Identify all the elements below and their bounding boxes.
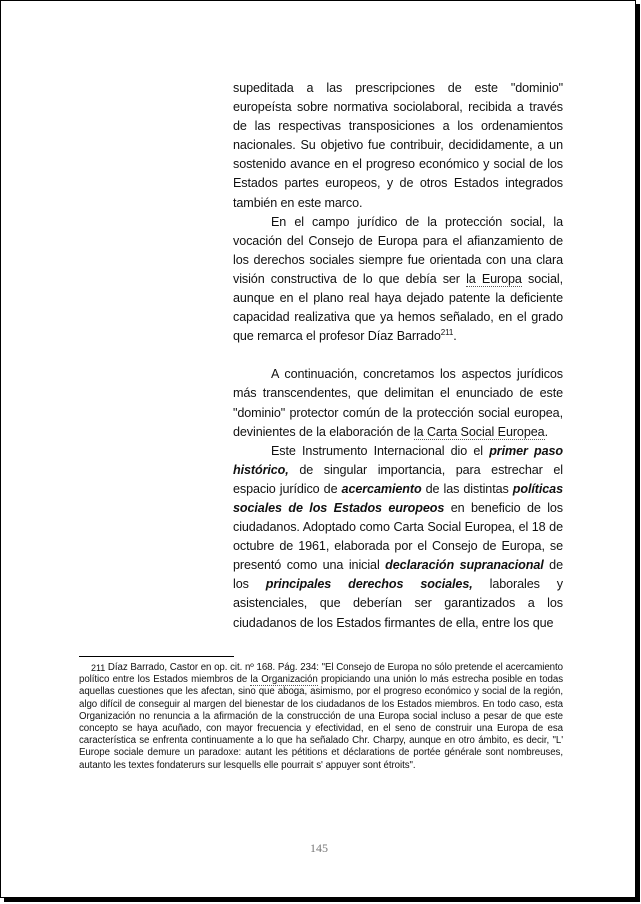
paragraph-gap	[233, 346, 563, 365]
footnote	[79, 662, 563, 772]
emphasis-primer-paso: primer paso histórico,	[233, 443, 563, 477]
paragraph-4-text-3: de las distintas	[421, 481, 513, 496]
paragraph-4-text-4: en beneficio de los ciudadanos. Adoptado como Carta Social Europea, el 18 de octubre de 1961, elaborada por el Consejo de Europa, se presentó como una inicial	[233, 500, 563, 573]
link-la-organizacion[interactable]: la Organización	[250, 674, 318, 686]
paragraph-1: supeditada a las prescripciones de este "dominio" europeísta sobre normativa sociolaboral, recibida a través de las respectivas transposiciones a los ordenamientos nacionales. Su objetivo fue contribuir, decididamente, a un sostenido avance en el progreso económico y social de los Estados partes europeos, y de otros Estados integrados también en este marco.	[233, 81, 563, 210]
footnote-reference[interactable]: 211	[440, 328, 454, 338]
footnote-text-b: propiciando una unión lo más estrecha posible en todas aquellas cuestiones que les afectan, sino que aboga, asimismo, por el progreso económico y social de la región, algo difícil de conseguir al margen del bienestar de los ciudadanos de los Estados miembros. En todo caso, esta Organización no renuncia a la afirmación de la construcción de una Europa social incluso a pesar de que este concepto se haya acuñado, con mayor frecuencia y efectividad, en el seno de construir una Europa de esa característica se enfrenta continuamente a lo que ha señalado Chr. Charpy, aunque en otro ámbito, es decir, "L' Europe sociale demure un paradoxe: autant les pétitions et déclarations de portée générale sont nombreuses, autanto les textes fondaterurs sur lesquells elle pourrait s' appuyer sont étroits".	[79, 674, 563, 771]
link-carta-social-europea[interactable]: la Carta Social Europea	[413, 424, 545, 439]
paragraph-4-text-2: de singular importancia, para estrechar el espacio jurídico de	[233, 462, 563, 496]
paragraph-4-text-1: Este Instrumento Internacional dio el	[271, 443, 490, 458]
paragraph-2-end: .	[453, 329, 457, 344]
footnote-text-a: Díaz Barrado, Castor en op. cit. nº 168. Pág. 234: "El Consejo de Europa no sólo pretende el acercamiento político entre los Estados miembros de	[79, 662, 563, 686]
paragraph-2	[233, 213, 563, 347]
emphasis-declaracion: declaración supranacional	[385, 558, 544, 573]
emphasis-derechos-sociales: principales derechos sociales,	[265, 577, 473, 592]
footnote-separator	[79, 656, 234, 657]
paragraph-3	[233, 365, 563, 441]
paragraph-2-text-b: social, aunque en el plano real haya dejado patente la deficiente capacidad realizativa que ya hemos señalado, en el grado que remarca el profesor Díaz Barrado	[233, 271, 564, 344]
emphasis-acercamiento: acercamiento	[341, 481, 422, 496]
paragraph-2-text-a: En el campo jurídico de la protección social, la vocación del Consejo de Europa para el afianzamiento de los derechos sociales siempre fue orientada con una clara visión constructiva de lo que debía ser	[233, 214, 563, 286]
paragraph-4	[233, 442, 563, 633]
footnote-number: 211	[91, 663, 106, 673]
link-la-europa[interactable]: la Europa	[466, 271, 522, 286]
emphasis-politicas-sociales: políticas sociales de los Estados europeos	[233, 481, 563, 515]
paragraph-4-text-5: de los	[233, 558, 563, 592]
paragraph-4-text-6: laborales y asistenciales, que deberían ser garantizados a los ciudadanos de los Estados firmantes de ella, entre los que	[233, 577, 563, 630]
paragraph-3-text-a: A continuación, concretamos los aspectos jurídicos más transcendentes, que delimitan el enunciado de este "dominio" protector común de la protección social europea, devinientes de la elaboración de	[233, 367, 563, 439]
body-text	[233, 79, 563, 633]
page-number: 145	[310, 841, 328, 855]
paragraph-3-end: .	[544, 424, 548, 439]
